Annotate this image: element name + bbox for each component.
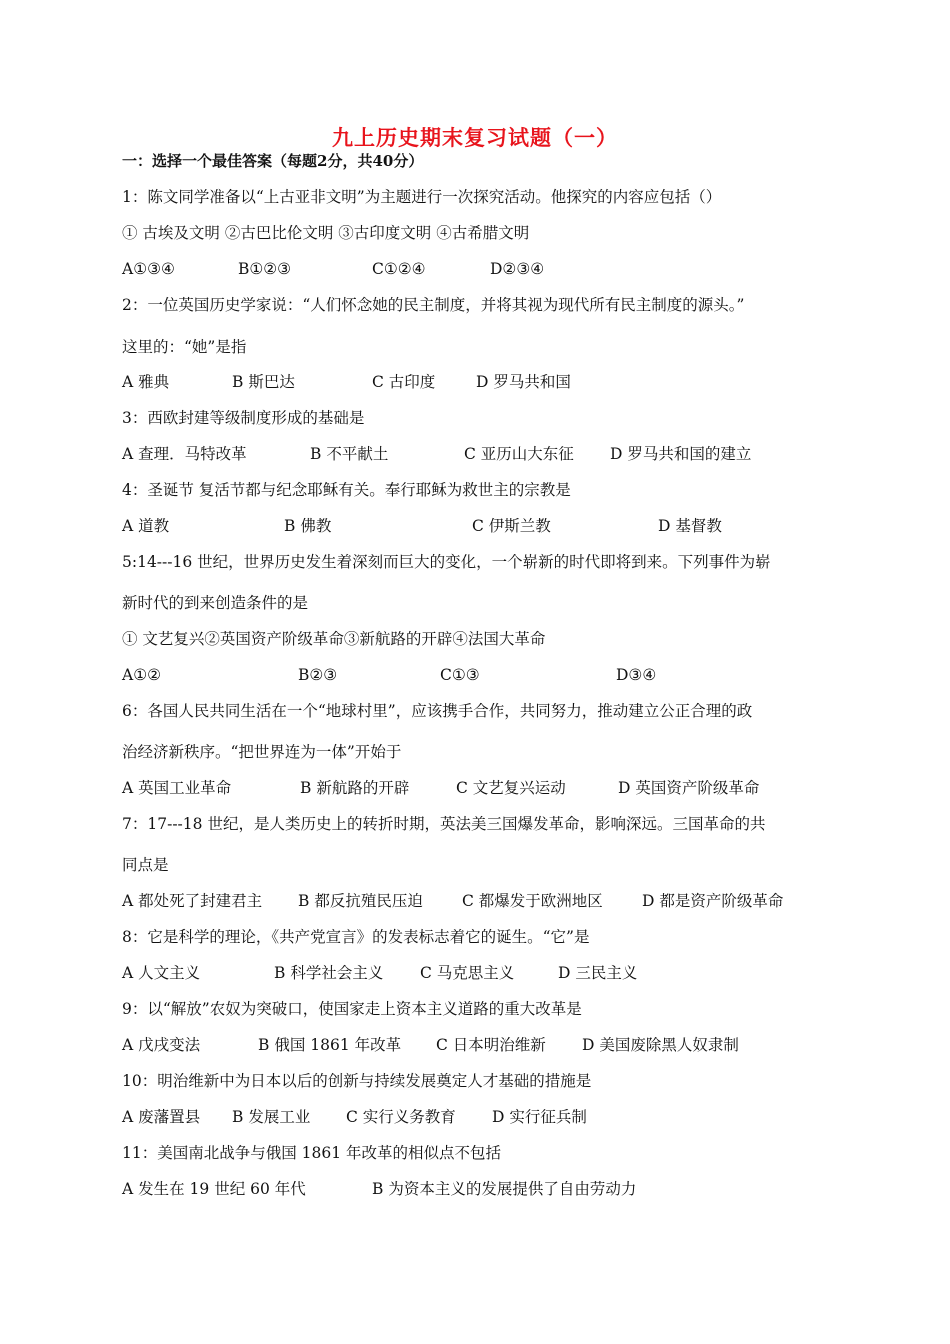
page-title: 九上历史期末复习试题（一） (332, 125, 618, 150)
question-5-items: ① 文艺复兴②英国资产阶级革命③新航路的开辟④法国大革命 (122, 630, 546, 648)
option-b[interactable]: B 都反抗殖民压迫 (298, 892, 423, 910)
option-b[interactable]: B 佛教 (284, 517, 332, 535)
option-a[interactable]: A 都处死了封建君主 (122, 892, 263, 910)
option-b[interactable]: B 不平献土 (310, 445, 389, 463)
question-9-stem: 9：以“解放”农奴为突破口，使国家走上资本主义道路的重大改革是 (122, 1000, 582, 1018)
option-b[interactable]: B②③ (298, 666, 338, 684)
question-5-stem-cont: 新时代的到来创造条件的是 (122, 594, 309, 612)
option-a[interactable]: A①③④ (122, 260, 175, 278)
option-b[interactable]: B①②③ (238, 260, 292, 278)
option-c[interactable]: C 马克思主义 (420, 964, 515, 982)
option-b[interactable]: B 俄国 1861 年改革 (258, 1036, 402, 1054)
question-7-stem: 7：17---18 世纪，是人类历史上的转折时期，英法美三国爆发革命，影响深远。三国革命的共 (122, 815, 766, 833)
option-c[interactable]: C 实行义务教育 (346, 1108, 456, 1126)
question-10-stem: 10：明治维新中为日本以后的创新与持续发展奠定人才基础的措施是 (122, 1072, 592, 1090)
option-b[interactable]: B 新航路的开辟 (300, 779, 410, 797)
option-d[interactable]: D 罗马共和国的建立 (610, 445, 752, 463)
option-d[interactable]: D 美国废除黑人奴隶制 (582, 1036, 739, 1054)
option-c[interactable]: C 日本明治维新 (436, 1036, 546, 1054)
option-b[interactable]: B 发展工业 (232, 1108, 311, 1126)
question-2-stem-cont: 这里的：“她”是指 (122, 338, 247, 356)
question-3-stem: 3：西欧封建等级制度形成的基础是 (122, 409, 365, 427)
option-b[interactable]: B 科学社会主义 (274, 964, 384, 982)
option-d[interactable]: D 罗马共和国 (476, 373, 571, 391)
option-a[interactable]: A 人文主义 (122, 964, 201, 982)
option-d[interactable]: D 英国资产阶级革命 (618, 779, 760, 797)
option-d[interactable]: D 实行征兵制 (492, 1108, 587, 1126)
option-c[interactable]: C①③ (440, 666, 480, 684)
option-c[interactable]: C 文艺复兴运动 (456, 779, 566, 797)
option-c[interactable]: C 亚历山大东征 (464, 445, 574, 463)
option-c[interactable]: C 都爆发于欧洲地区 (462, 892, 603, 910)
option-a[interactable]: A①② (122, 666, 161, 684)
option-a[interactable]: A 发生在 19 世纪 60 年代 (122, 1180, 306, 1198)
question-4-stem: 4：圣诞节 复活节都与纪念耶稣有关。奉行耶稣为救世主的宗教是 (122, 481, 571, 499)
question-8-stem: 8：它是科学的理论，《共产党宣言》的发表标志着它的诞生。“它”是 (122, 928, 590, 946)
option-b[interactable]: B 斯巴达 (232, 373, 295, 391)
option-b[interactable]: B 为资本主义的发展提供了自由劳动力 (372, 1180, 637, 1198)
option-d[interactable]: D③④ (616, 666, 657, 684)
option-d[interactable]: D 基督教 (658, 517, 722, 535)
question-1-items: ① 古埃及文明 ②古巴比伦文明 ③古印度文明 ④古希腊文明 (122, 224, 530, 242)
option-c[interactable]: C①②④ (372, 260, 426, 278)
option-c[interactable]: C 伊斯兰教 (472, 517, 551, 535)
question-11-stem: 11：美国南北战争与俄国 1861 年改革的相似点不包括 (122, 1144, 502, 1162)
option-a[interactable]: A 道教 (122, 517, 170, 535)
option-d[interactable]: D 三民主义 (558, 964, 638, 982)
option-c[interactable]: C 古印度 (372, 373, 436, 391)
question-5-stem: 5:14---16 世纪，世界历史发生着深刻而巨大的变化，一个崭新的时代即将到来。下列事件为崭 (122, 553, 771, 571)
question-6-stem: 6：各国人民共同生活在一个“地球村里”，应该携手合作，共同努力，推动建立公正合理的政 (122, 702, 753, 720)
option-a[interactable]: A 戊戌变法 (122, 1036, 201, 1054)
option-d[interactable]: D②③④ (490, 260, 545, 278)
option-a[interactable]: A 英国工业革命 (122, 779, 232, 797)
option-a[interactable]: A 查理．马特改革 (122, 445, 247, 463)
question-6-stem-cont: 治经济新秩序。“把世界连为一体”开始于 (122, 743, 402, 761)
question-1-stem: 1：陈文同学准备以“上古亚非文明”为主题进行一次探究活动。他探究的内容应包括（） (122, 188, 722, 206)
section-heading: 一：选择一个最佳答案（每题2分，共40分） (122, 152, 424, 170)
option-a[interactable]: A 废藩置县 (122, 1108, 201, 1126)
question-7-stem-cont: 同点是 (122, 856, 169, 874)
option-a[interactable]: A 雅典 (122, 373, 170, 391)
question-2-stem: 2：一位英国历史学家说：“人们怀念她的民主制度，并将其视为现代所有民主制度的源头。” (122, 296, 745, 314)
option-d[interactable]: D 都是资产阶级革命 (642, 892, 784, 910)
